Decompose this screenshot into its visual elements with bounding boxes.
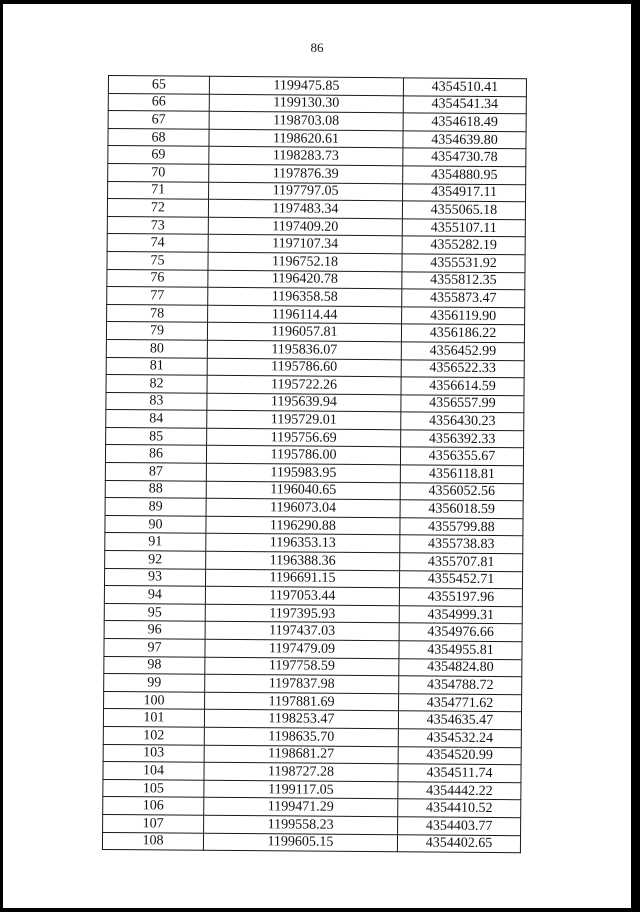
x-coordinate-cell: 1195786.00 [206,446,400,465]
x-coordinate-cell: 1196114.44 [208,305,402,324]
x-coordinate-cell: 1196057.81 [207,323,401,342]
y-coordinate-cell: 4354788.72 [399,676,522,695]
x-coordinate-cell: 1199117.05 [204,780,398,799]
point-number-cell: 79 [106,322,207,340]
x-coordinate-cell: 1197479.09 [205,639,399,658]
point-number-cell: 98 [104,656,205,674]
point-number-cell: 90 [105,515,206,533]
point-number-cell: 103 [103,744,204,762]
y-coordinate-cell: 4355799.88 [400,518,523,537]
coordinates-table [102,75,527,853]
point-number-cell: 106 [103,797,204,815]
y-coordinate-cell: 4354730.78 [403,148,526,167]
y-coordinate-cell: 4356557.99 [401,394,524,413]
y-coordinate-cell: 4355452.71 [399,570,522,589]
point-number-cell: 75 [107,251,208,269]
x-coordinate-cell: 1197409.20 [208,217,402,236]
point-number-cell: 85 [106,427,207,445]
point-number-cell: 91 [105,533,206,551]
x-coordinate-cell: 1195756.69 [207,428,401,447]
y-coordinate-cell: 4355197.96 [399,588,522,607]
y-coordinate-cell: 4355707.81 [400,553,523,572]
x-coordinate-cell: 1199558.23 [204,815,398,834]
x-coordinate-cell: 1196290.88 [206,516,400,535]
point-number-cell: 100 [104,691,205,709]
point-number-cell: 67 [108,111,209,129]
point-number-cell: 107 [103,814,204,832]
point-number-cell: 95 [104,603,205,621]
x-coordinate-cell: 1196353.13 [206,534,400,553]
x-coordinate-cell: 1198703.08 [209,111,403,130]
y-coordinate-cell: 4356392.33 [401,430,524,449]
x-coordinate-cell: 1195729.01 [207,411,401,430]
y-coordinate-cell: 4354999.31 [399,606,522,625]
x-coordinate-cell: 1197053.44 [205,587,399,606]
point-number-cell: 65 [108,76,209,94]
y-coordinate-cell: 4355065.18 [402,201,525,220]
y-coordinate-cell: 4355738.83 [400,535,523,554]
y-coordinate-cell: 4355107.11 [402,219,525,238]
point-number-cell: 101 [103,709,204,727]
y-coordinate-cell: 4354541.34 [403,95,526,114]
y-coordinate-cell: 4356522.33 [401,359,524,378]
point-number-cell: 82 [106,375,207,393]
y-coordinate-cell: 4354520.99 [398,746,521,765]
y-coordinate-cell: 4354635.47 [398,711,521,730]
x-coordinate-cell: 1197483.34 [208,199,402,218]
x-coordinate-cell: 1197437.03 [205,622,399,641]
point-number-cell: 92 [105,551,206,569]
x-coordinate-cell: 1197107.34 [208,235,402,254]
point-number-cell: 105 [103,779,204,797]
x-coordinate-cell: 1198253.47 [204,710,398,729]
point-number-cell: 93 [104,568,205,586]
point-number-cell: 86 [105,445,206,463]
x-coordinate-cell: 1196358.58 [208,287,402,306]
y-coordinate-cell: 4356052.56 [400,482,523,501]
point-number-cell: 89 [105,498,206,516]
x-coordinate-cell: 1195639.94 [207,393,401,412]
x-coordinate-cell: 1197395.93 [205,604,399,623]
y-coordinate-cell: 4354442.22 [398,782,521,801]
x-coordinate-cell: 1195983.95 [206,463,400,482]
x-coordinate-cell: 1195786.60 [207,358,401,377]
page-number: 86 [310,40,324,55]
point-number-cell: 66 [108,93,209,111]
y-coordinate-cell: 4354510.41 [403,78,526,97]
point-number-cell: 83 [106,392,207,410]
x-coordinate-cell: 1199471.29 [204,798,398,817]
x-coordinate-cell: 1196073.04 [206,499,400,518]
point-number-cell: 84 [106,410,207,428]
x-coordinate-cell: 1199130.30 [209,94,403,113]
x-coordinate-cell: 1196388.36 [206,551,400,570]
x-coordinate-cell: 1198727.28 [204,762,398,781]
x-coordinate-cell: 1198681.27 [204,745,398,764]
y-coordinate-cell: 4355873.47 [402,289,525,308]
y-coordinate-cell: 4354976.66 [399,623,522,642]
y-coordinate-cell: 4354639.80 [403,131,526,150]
point-number-cell: 69 [108,146,209,164]
y-coordinate-cell: 4354824.80 [399,658,522,677]
point-number-cell: 99 [104,674,205,692]
table-row [102,832,520,853]
y-coordinate-cell: 4356018.59 [400,500,523,519]
x-coordinate-cell: 1196691.15 [205,569,399,588]
x-coordinate-cell: 1196040.65 [206,481,400,500]
point-number-cell: 97 [104,638,205,656]
x-coordinate-cell: 1197797.05 [209,182,403,201]
x-coordinate-cell: 1197881.69 [205,692,399,711]
x-coordinate-cell: 1196752.18 [208,252,402,271]
y-coordinate-cell: 4354403.77 [398,817,521,836]
y-coordinate-cell: 4355812.35 [402,271,525,290]
x-coordinate-cell: 1197837.98 [205,674,399,693]
point-number-cell: 96 [104,621,205,639]
point-number-cell: 88 [105,480,206,498]
y-coordinate-cell: 4354402.65 [397,834,520,853]
y-coordinate-cell: 4356355.67 [400,447,523,466]
y-coordinate-cell: 4354511.74 [398,764,521,783]
y-coordinate-cell: 4355282.19 [402,236,525,255]
y-coordinate-cell: 4356118.81 [400,465,523,484]
point-number-cell: 104 [103,762,204,780]
point-number-cell: 73 [107,216,208,234]
point-number-cell: 74 [107,234,208,252]
point-number-cell: 108 [102,832,203,850]
y-coordinate-cell: 4354410.52 [398,799,521,818]
point-number-cell: 68 [108,128,209,146]
point-number-cell: 80 [106,339,207,357]
point-number-cell: 81 [106,357,207,375]
x-coordinate-cell: 1197876.39 [209,164,403,183]
x-coordinate-cell: 1198283.73 [209,147,403,166]
y-coordinate-cell: 4356119.90 [402,307,525,326]
coordinates-table-body [102,76,526,853]
y-coordinate-cell: 4354532.24 [398,729,521,748]
y-coordinate-cell: 4356614.59 [401,377,524,396]
x-coordinate-cell: 1199475.85 [209,76,403,95]
x-coordinate-cell: 1196420.78 [208,270,402,289]
y-coordinate-cell: 4354771.62 [399,694,522,713]
y-coordinate-cell: 4355531.92 [402,254,525,273]
x-coordinate-cell: 1199605.15 [203,833,397,852]
x-coordinate-cell: 1195836.07 [207,340,401,359]
point-number-cell: 70 [108,163,209,181]
point-number-cell: 76 [107,269,208,287]
x-coordinate-cell: 1197758.59 [205,657,399,676]
point-number-cell: 78 [107,304,208,322]
y-coordinate-cell: 4354880.95 [403,166,526,185]
point-number-cell: 87 [105,463,206,481]
point-number-cell: 102 [103,726,204,744]
point-number-cell: 94 [104,586,205,604]
document-page [3,4,631,908]
y-coordinate-cell: 4354618.49 [403,113,526,132]
x-coordinate-cell: 1198635.70 [204,727,398,746]
y-coordinate-cell: 4354917.11 [403,183,526,202]
y-coordinate-cell: 4356430.23 [401,412,524,431]
x-coordinate-cell: 1198620.61 [209,129,403,148]
y-coordinate-cell: 4354955.81 [399,641,522,660]
y-coordinate-cell: 4356186.22 [401,324,524,343]
x-coordinate-cell: 1195722.26 [207,375,401,394]
point-number-cell: 72 [107,199,208,217]
y-coordinate-cell: 4356452.99 [401,342,524,361]
point-number-cell: 71 [108,181,209,199]
point-number-cell: 77 [107,287,208,305]
